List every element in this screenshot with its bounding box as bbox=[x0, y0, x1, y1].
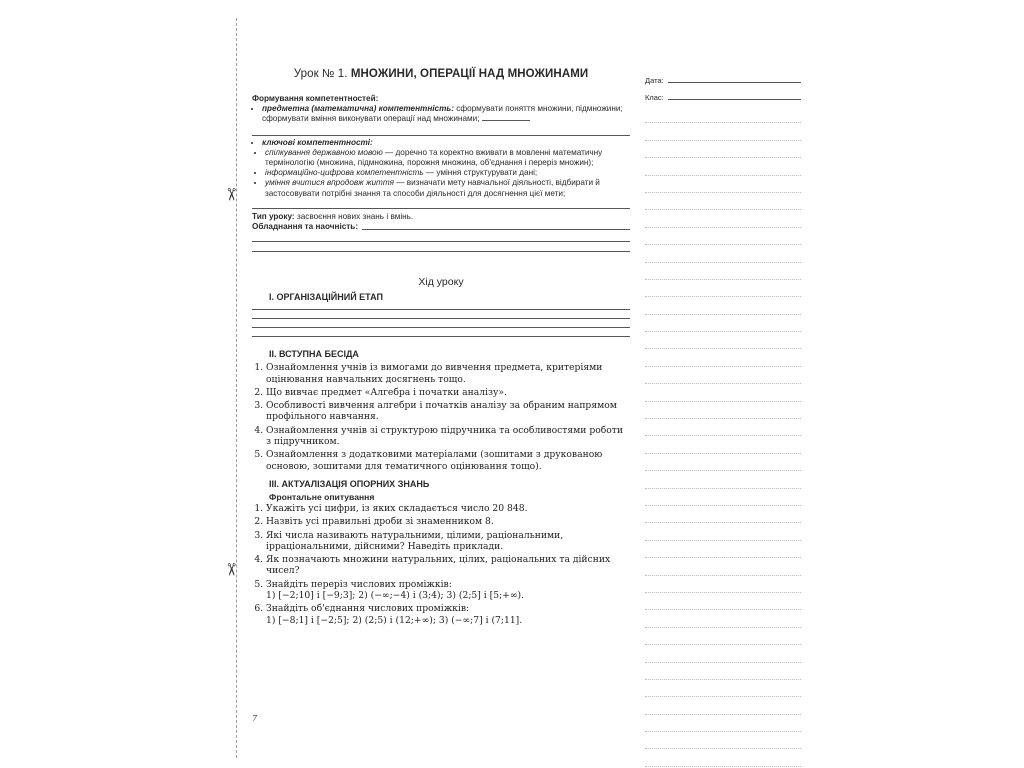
date-field: Дата: bbox=[645, 68, 801, 85]
key-competency-item: • уміння вчитися впродовж життя — визначати мету навчальної діяльності, відбирати й застосовувати потрібні знання та способи діяльності для досягнення цієї мети; bbox=[265, 178, 630, 198]
fill-line bbox=[252, 201, 630, 209]
list-item: 2. Що вивчає предмет «Алгебра і початки аналізу». bbox=[266, 387, 630, 398]
dotted-line bbox=[645, 610, 801, 627]
dotted-line bbox=[645, 384, 801, 401]
subject-competency: • предметна (математична) компетентність: сформувати поняття множини, підмножини; сформувати вміння виконувати операції над множинами; bbox=[262, 104, 630, 124]
key-competency-item: • спілкування державною мовою — доречно та коректно вживати в мовленні математичну термінологію (множина, підмножина, порожня множина, об'єднання і переріз множин); bbox=[265, 148, 630, 168]
frontal-heading: Фронтальне опитування bbox=[269, 491, 375, 502]
lesson-title: Урок № 1. МНОЖИНИ, ОПЕРАЦІЇ НАД МНОЖИНАМИ bbox=[293, 68, 589, 80]
dotted-line bbox=[645, 715, 801, 732]
dotted-line bbox=[645, 489, 801, 506]
dotted-line bbox=[645, 523, 801, 540]
dotted-line bbox=[645, 645, 801, 662]
dotted-line bbox=[645, 471, 801, 488]
dotted-line bbox=[645, 506, 801, 523]
key-competencies-label: • ключові компетентності: bbox=[262, 138, 630, 148]
fill-line bbox=[252, 242, 630, 252]
dotted-line bbox=[645, 280, 801, 297]
dotted-line bbox=[645, 193, 801, 210]
dotted-line bbox=[645, 176, 801, 193]
dotted-line bbox=[645, 315, 801, 332]
dotted-line bbox=[645, 210, 801, 227]
scissors-icon: ✂ bbox=[221, 562, 241, 577]
dotted-line bbox=[645, 749, 801, 766]
section-intro: II. ВСТУПНА БЕСІДА bbox=[269, 349, 359, 360]
dotted-line bbox=[645, 680, 801, 697]
dotted-line bbox=[645, 419, 801, 436]
dotted-line bbox=[645, 402, 801, 419]
union-examples: 1) [−8;1] і [−2;5]; 2) (2;5) і (12;+∞); 3) (−∞;7] і (7;11]. bbox=[266, 614, 523, 626]
margin-notes bbox=[645, 68, 801, 767]
dotted-line bbox=[645, 628, 801, 645]
section-actualization: III. АКТУАЛІЗАЦІЯ ОПОРНИХ ЗНАНЬ bbox=[269, 478, 430, 489]
list-item: 4. Як позначають множини натуральних, цілих, раціональних та дійсних чисел? bbox=[266, 554, 630, 577]
equipment-row: Обладнання та наочність: bbox=[252, 222, 630, 232]
dotted-line bbox=[645, 732, 801, 749]
dotted-line bbox=[645, 576, 801, 593]
fill-line bbox=[252, 319, 630, 328]
key-competency-item: • інформаційно-цифрова компетентність — уміння структурувати дані; bbox=[265, 168, 630, 178]
dotted-line bbox=[645, 332, 801, 349]
key-competencies bbox=[252, 138, 630, 148]
fill-line bbox=[252, 310, 630, 319]
list-item: 4. Ознайомлення учнів зі структурою підручника та особливостями роботи з підручником. bbox=[266, 425, 630, 448]
fill-line bbox=[482, 120, 530, 121]
dotted-line bbox=[645, 263, 801, 280]
dotted-line bbox=[645, 454, 801, 471]
dotted-lines bbox=[645, 106, 801, 767]
dotted-line bbox=[645, 123, 801, 140]
fill-line bbox=[362, 229, 630, 230]
dotted-line bbox=[645, 436, 801, 453]
list-item: 3. Особливості вивчення алгебри і початків аналізу за обраним напрямом профільного навчання. bbox=[266, 400, 630, 423]
cut-line bbox=[236, 18, 237, 758]
scissors-icon: ✂ bbox=[221, 187, 241, 202]
list-item: 5. Знайдіть переріз числових проміжків: 1) [−2;10] і [−9;3]; 2) (−∞;−4) і (3;4); 3) (2;5] і [5;+∞). bbox=[266, 579, 630, 602]
dotted-line bbox=[645, 697, 801, 714]
lesson-plan bbox=[252, 60, 630, 628]
dotted-line bbox=[645, 297, 801, 314]
dotted-line bbox=[645, 367, 801, 384]
lesson-type: Тип уроку: засвоєння нових знань і вмінь. bbox=[252, 211, 414, 221]
intersection-examples: 1) [−2;10] і [−9;3]; 2) (−∞;−4) і (3;4); 3) (2;5] і [5;+∞). bbox=[266, 589, 525, 601]
list-item: 1. Укажіть усі цифри, із яких складається число 20 848. bbox=[266, 503, 630, 514]
page-number: 7 bbox=[252, 714, 258, 723]
class-field: Клас: bbox=[645, 85, 801, 102]
dotted-line bbox=[645, 663, 801, 680]
dotted-line bbox=[645, 593, 801, 610]
list-item: 5. Ознайомлення з додатковими матеріалами (зошитами з друкованою основою, зошитами для тематичного оцінювання тощо). bbox=[266, 449, 630, 472]
competencies-heading: Формування компетентностей: bbox=[252, 94, 379, 103]
fill-line bbox=[252, 232, 630, 242]
frontal-list bbox=[252, 503, 630, 626]
intro-list bbox=[252, 362, 630, 472]
fill-line bbox=[252, 128, 630, 136]
list-item: 2. Назвіть усі правильні дроби зі знаменником 8. bbox=[266, 516, 630, 527]
dotted-line bbox=[645, 245, 801, 262]
dotted-line bbox=[645, 558, 801, 575]
list-item: 6. Знайдіть об'єднання числових проміжків: 1) [−8;1] і [−2;5]; 2) (2;5) і (12;+∞); 3) (−∞;7] і (7;11]. bbox=[266, 603, 630, 626]
list-item: 3. Які числа називають натуральними, цілими, раціональними, ірраціональними, дійсними? Наведіть приклади. bbox=[266, 530, 630, 553]
dotted-line bbox=[645, 228, 801, 245]
course-heading: Хід уроку bbox=[418, 276, 464, 289]
fill-line bbox=[252, 328, 630, 337]
dotted-line bbox=[645, 541, 801, 558]
competencies-list bbox=[252, 104, 630, 124]
dotted-line bbox=[645, 158, 801, 175]
section-organizational: I. ОРГАНІЗАЦІЙНИЙ ЕТАП bbox=[269, 292, 383, 303]
dotted-line bbox=[645, 349, 801, 366]
dotted-line bbox=[645, 141, 801, 158]
dotted-line bbox=[645, 106, 801, 123]
list-item: 1. Ознайомлення учнів із вимогами до вивчення предмета, критеріями оцінювання навчальних досягнень тощо. bbox=[266, 362, 630, 385]
key-competencies-list bbox=[252, 148, 630, 199]
